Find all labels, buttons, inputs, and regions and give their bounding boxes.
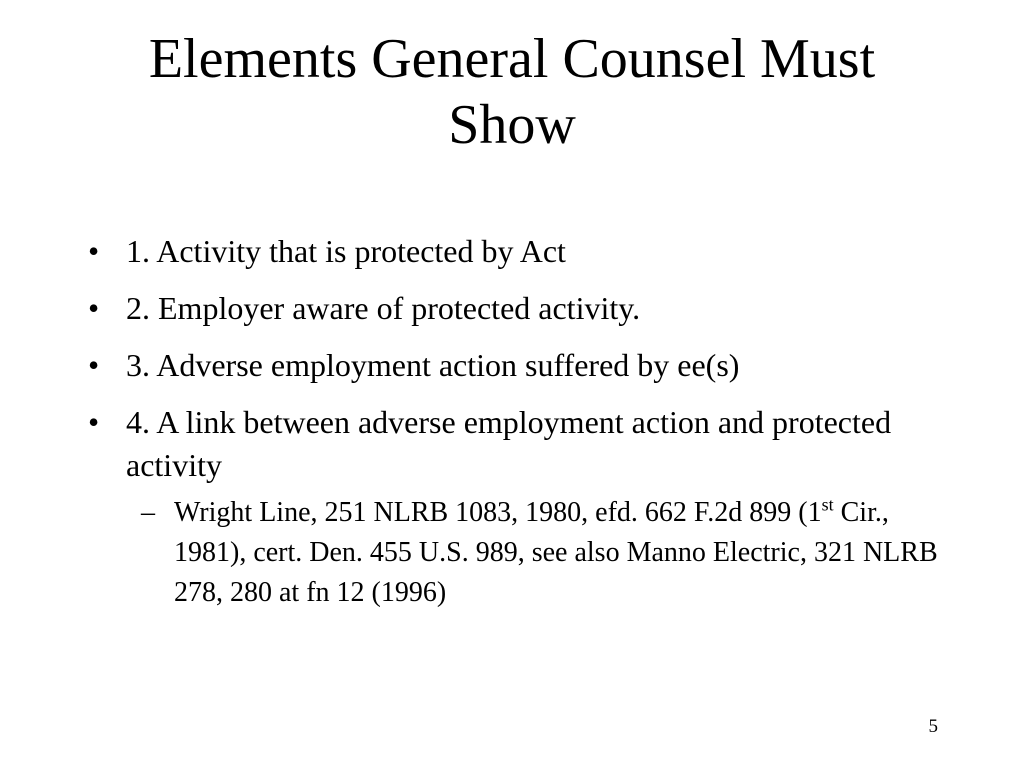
bullet-item-1 <box>88 230 948 273</box>
sub-bullet-list <box>126 493 948 613</box>
slide-title <box>60 26 964 158</box>
bullet-text: 4. A link between adverse employment action and protected activity <box>126 404 892 483</box>
sub-bullet-marker: – <box>141 497 155 528</box>
bullet-marker: • <box>88 404 100 440</box>
sub-bullet-item-citation <box>129 493 948 613</box>
citation-superscript: st <box>821 494 834 515</box>
bullet-text: 3. Adverse employment action suffered by ee(s) <box>126 347 740 383</box>
bullet-list <box>88 230 948 627</box>
citation-text-part-1: Wright Line, 251 NLRB 1083, 1980, efd. 662 F.2d 899 (1 <box>174 497 822 528</box>
slide-title-line-1: Elements General Counsel Must <box>148 28 876 90</box>
slide-page-number: 5 <box>928 716 938 737</box>
bullet-item-2 <box>88 287 948 330</box>
bullet-text: 2. Employer aware of protected activity. <box>126 290 641 326</box>
bullet-marker: • <box>88 233 100 269</box>
slide-title-line-2: Show <box>448 94 576 156</box>
bullet-marker: • <box>88 290 100 326</box>
citation-text-part-2: Cir., 1981), cert. Den. 455 U.S. 989, see also Manno Electric, 321 NLRB 278, 280 at fn 12 (1996) <box>174 497 938 608</box>
bullet-item-3 <box>88 344 948 387</box>
bullet-item-4 <box>88 401 948 613</box>
bullet-marker: • <box>88 347 100 383</box>
bullet-text: 1. Activity that is protected by Act <box>126 233 566 269</box>
